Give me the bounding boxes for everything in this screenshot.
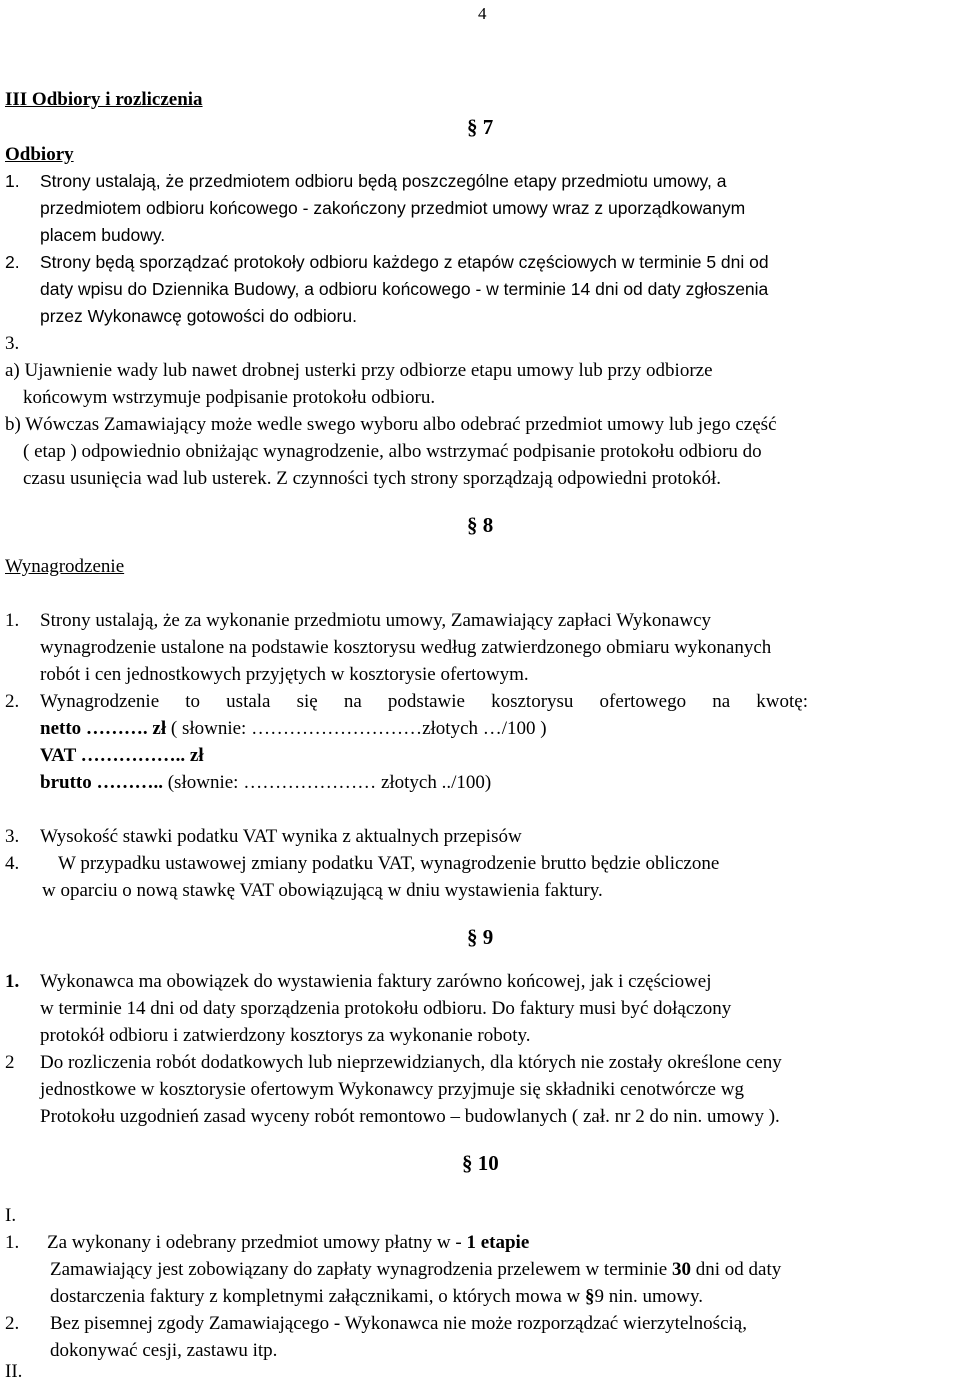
chapter-heading: III Odbiory i rozliczenia xyxy=(5,89,203,110)
s7-p1-line3: placem budowy. xyxy=(40,225,166,245)
netto-amount: ………. zł xyxy=(81,718,167,739)
s9-p2-num: 2 xyxy=(5,1052,15,1073)
s10-p2-num: 2. xyxy=(5,1313,20,1334)
s7-p3b-line2: ( etap ) odpowiednio obniżając wynagrodzenie, albo wstrzymać podpisanie protokołu odbioru do xyxy=(23,441,762,462)
s9-p1-line1: Wykonawca ma obowiązek do wystawienia faktury zarówno końcowej, jak i częściowej xyxy=(40,971,712,992)
s8-p4-line2: w oparciu o nową stawkę VAT obowiązującą w dniu wystawienia faktury. xyxy=(42,880,603,901)
section-10-symbol: § 10 xyxy=(462,1151,499,1175)
s8-netto-line xyxy=(40,715,547,742)
s7-p3a-line2: końcowym wstrzymuje podpisanie protokołu odbioru. xyxy=(23,387,436,408)
s10-p1-stage: 1 etapie xyxy=(466,1232,530,1253)
vat-amount: …………….. zł xyxy=(75,745,204,766)
s8-p2-line1: Wynagrodzenie to ustala się na podstawie kosztorysu ofertowego na kwotę: xyxy=(40,691,808,712)
s9-p1-num: 1. xyxy=(5,971,20,992)
s8-vat-line xyxy=(40,742,204,769)
netto-label: netto xyxy=(40,718,82,739)
s8-p3-line1: Wysokość stawki podatku VAT wynika z aktualnych przepisów xyxy=(40,826,522,847)
brutto-label: brutto xyxy=(40,772,92,793)
netto-words: ( słownie: ………………………złotych …/100 ) xyxy=(166,718,547,739)
section-9-symbol: § 9 xyxy=(467,925,494,949)
s9-p2-line2: jednostkowe w kosztorysie ofertowym Wykonawcy przyjmuje się składniki cenotwórcze wg xyxy=(40,1079,744,1100)
s10-p1-line2 xyxy=(50,1256,781,1283)
s9-p2-line1: Do rozliczenia robót dodatkowych lub nieprzewidzianych, dla których nie zostały określone ceny xyxy=(40,1052,782,1073)
s7-p3a-line1: a) Ujawnienie wady lub nawet drobnej usterki przy odbiorze etapu umowy lub przy odbiorze xyxy=(5,360,713,381)
s10-roman-2: II. xyxy=(5,1361,23,1382)
s10-p1-line2-c: dni od daty xyxy=(690,1259,782,1280)
s10-p2-line2: dokonywać cesji, zastawu itp. xyxy=(50,1340,278,1361)
s8-p4-line1: W przypadku ustawowej zmiany podatku VAT, wynagrodzenie brutto będzie obliczone xyxy=(58,853,720,874)
s8-p2-num: 2. xyxy=(5,691,20,712)
section-8-symbol: § 8 xyxy=(467,513,494,537)
brutto-words: (słownie: ………………… złotych ../100) xyxy=(167,772,492,793)
page-number: 4 xyxy=(478,4,487,23)
s8-p1-num: 1. xyxy=(5,610,20,631)
s7-p1-num: 1. xyxy=(5,171,20,191)
s7-p2-line1: Strony będą sporządzać protokoły odbioru każdego z etapów częściowych w terminie 5 dni od xyxy=(40,252,769,272)
s9-p2-line3: Protokołu uzgodnień zasad wyceny robót remontowo – budowlanych ( zał. nr 2 do nin. umowy ). xyxy=(40,1106,780,1127)
s7-p2-line2: daty wpisu do Dziennika Budowy, a odbioru końcowego - w terminie 14 dni od daty zgłoszenia xyxy=(40,279,769,299)
s8-p3-num: 3. xyxy=(5,826,20,847)
brutto-amount: ……….. xyxy=(91,772,168,793)
vat-label: VAT xyxy=(40,745,76,766)
s7-p1-line2: przedmiotem odbioru końcowego - zakończony przedmiot umowy wraz z uporządkowanym xyxy=(40,198,746,218)
s10-p1-line1 xyxy=(47,1229,529,1256)
section-7-symbol: § 7 xyxy=(467,115,494,139)
section-7-title: Odbiory xyxy=(5,144,74,165)
s10-p1-line3-a: dostarczenia faktury z kompletnymi załącznikami, o których mowa w xyxy=(50,1286,585,1307)
s8-brutto-line xyxy=(40,769,491,796)
s10-p1-line3-c: 9 nin. umowy. xyxy=(594,1286,704,1307)
s8-p1-line3: robót i cen jednostkowych przyjętych w kosztorysie ofertowym. xyxy=(40,664,529,685)
s10-p1-days: 30 xyxy=(671,1259,691,1280)
s7-p2-line3: przez Wykonawcę gotowości do odbioru. xyxy=(40,306,357,326)
s7-p3b-line1: b) Wówczas Zamawiający może wedle swego wyboru albo odebrać przedmiot umowy lub jego część xyxy=(5,414,777,435)
s7-p3-num: 3. xyxy=(5,333,20,354)
s9-p1-line2: w terminie 14 dni od daty sporządzenia protokołu odbioru. Do faktury musi być dołączony xyxy=(40,998,732,1019)
s10-p1-text: Za wykonany i odebrany przedmiot umowy płatny w - xyxy=(47,1232,467,1253)
s10-roman-1: I. xyxy=(5,1205,17,1226)
s10-p1-num: 1. xyxy=(5,1232,20,1253)
s8-p4-num: 4. xyxy=(5,853,20,874)
section-8-title: Wynagrodzenie xyxy=(5,556,125,577)
s8-p1-line2: wynagrodzenie ustalone na podstawie kosztorysu według zatwierdzonego obmiaru wykonanych xyxy=(40,637,772,658)
s7-p2-num: 2. xyxy=(5,252,20,272)
s7-p3b-line3: czasu usunięcia wad lub usterek. Z czynności tych strony sporządzają odpowiedni protokół. xyxy=(23,468,722,489)
s10-p1-line3 xyxy=(50,1283,703,1310)
s8-p1-line1: Strony ustalają, że za wykonanie przedmiotu umowy, Zamawiający zapłaci Wykonawcy xyxy=(40,610,712,631)
s10-p1-line2-a: Zamawiający jest zobowiązany do zapłaty wynagrodzenia przelewem w terminie xyxy=(50,1259,672,1280)
s9-p1-line3: protokół odbioru i zatwierdzony kosztorys za wykonanie roboty. xyxy=(40,1025,531,1046)
s10-p1-paragraph-symbol: § xyxy=(584,1286,595,1307)
s10-p2-line1: Bez pisemnej zgody Zamawiającego - Wykonawca nie może rozporządzać wierzytelnością, xyxy=(50,1313,747,1334)
s7-p1-line1: Strony ustalają, że przedmiotem odbioru będą poszczególne etapy przedmiotu umowy, a xyxy=(40,171,727,191)
